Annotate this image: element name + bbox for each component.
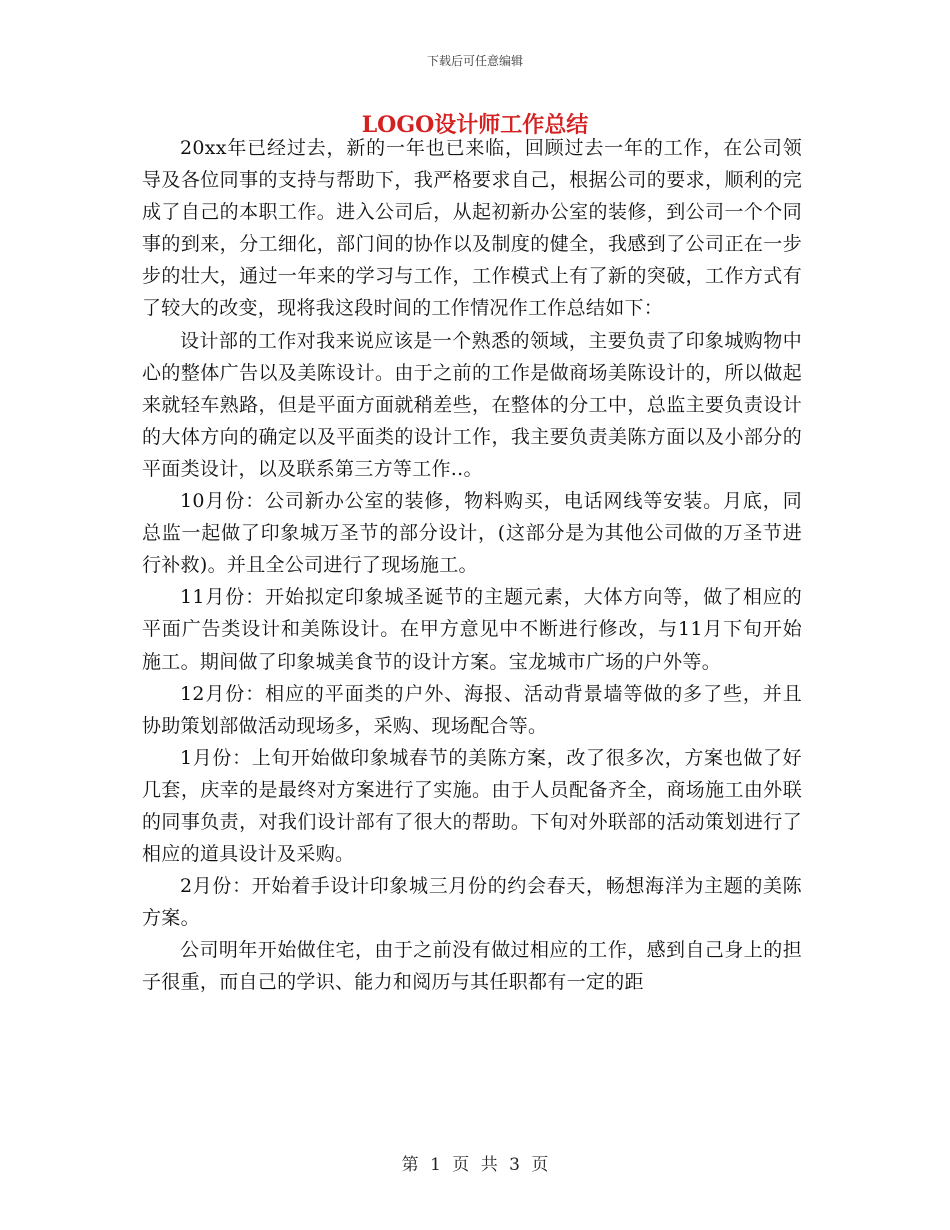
body-paragraph-intro: 20xx年已经过去，新的一年也已来临，回顾过去一年的工作，在公司领导及各位同事的支持与帮助下，我严格要求自己，根据公司的要求，顺利的完成了自己的本职工作。进入公司后，从起初新办公室的装修，到公司一个个同事的到来，分工细化，部门间的协作以及制度的健全，我感到了公司正在一步步的壮大，通过一年来的学习与工作，工作模式上有了新的突破，工作方式有了较大的改变，现将我这段时间的工作情况作工作总结如下： (142, 137, 802, 320)
body-paragraph-next-year: 公司明年开始做住宅，由于之前没有做过相应的工作，感到自己身上的担子很重，而自己的学识、能力和阅历与其任职都有一定的距 (142, 939, 802, 994)
page-number-footer: 第 1 页 共 3 页 (401, 1155, 549, 1175)
page-header-note: 下载后可任意编辑 (426, 54, 523, 68)
document-title: LOGO设计师工作总结 (361, 112, 589, 138)
body-paragraph-february: 2月份：开始着手设计印象城三月份的约会春天，畅想海洋为主题的美陈方案。 (142, 875, 802, 930)
body-paragraph-december: 12月份：相应的平面类的户外、海报、活动背景墙等做的多了些，并且协助策划部做活动现场多，采购、现场配合等。 (142, 682, 802, 737)
body-paragraph-october: 10月份：公司新办公室的装修，物料购买，电话网线等安装。月底，同总监一起做了印象城万圣节的部分设计，(这部分是为其他公司做的万圣节进行补救)。并且全公司进行了现场施工。 (142, 490, 802, 577)
document-body (142, 132, 802, 999)
body-paragraph-november: 11月份：开始拟定印象城圣诞节的主题元素，大体方向等，做了相应的平面广告类设计和美陈设计。在甲方意见中不断进行修改，与11月下旬开始施工。期间做了印象城美食节的设计方案。宝龙城市广场的户外等。 (142, 586, 802, 673)
body-paragraph-january: 1月份：上旬开始做印象城春节的美陈方案，改了很多次，方案也做了好几套，庆幸的是最终对方案进行了实施。由于人员配备齐全，商场施工由外联的同事负责，对我们设计部有了很大的帮助。下旬对外联部的活动策划进行了相应的道具设计及采购。 (142, 746, 802, 866)
body-paragraph-design-dept: 设计部的工作对我来说应该是一个熟悉的领域，主要负责了印象城购物中心的整体广告以及美陈设计。由于之前的工作是做商场美陈设计的，所以做起来就轻车熟路，但是平面方面就稍差些，在整体的分工中，总监主要负责设计的大体方向的确定以及平面类的设计工作，我主要负责美陈方面以及小部分的平面类设计，以及联系第三方等工作..。 (142, 329, 802, 480)
